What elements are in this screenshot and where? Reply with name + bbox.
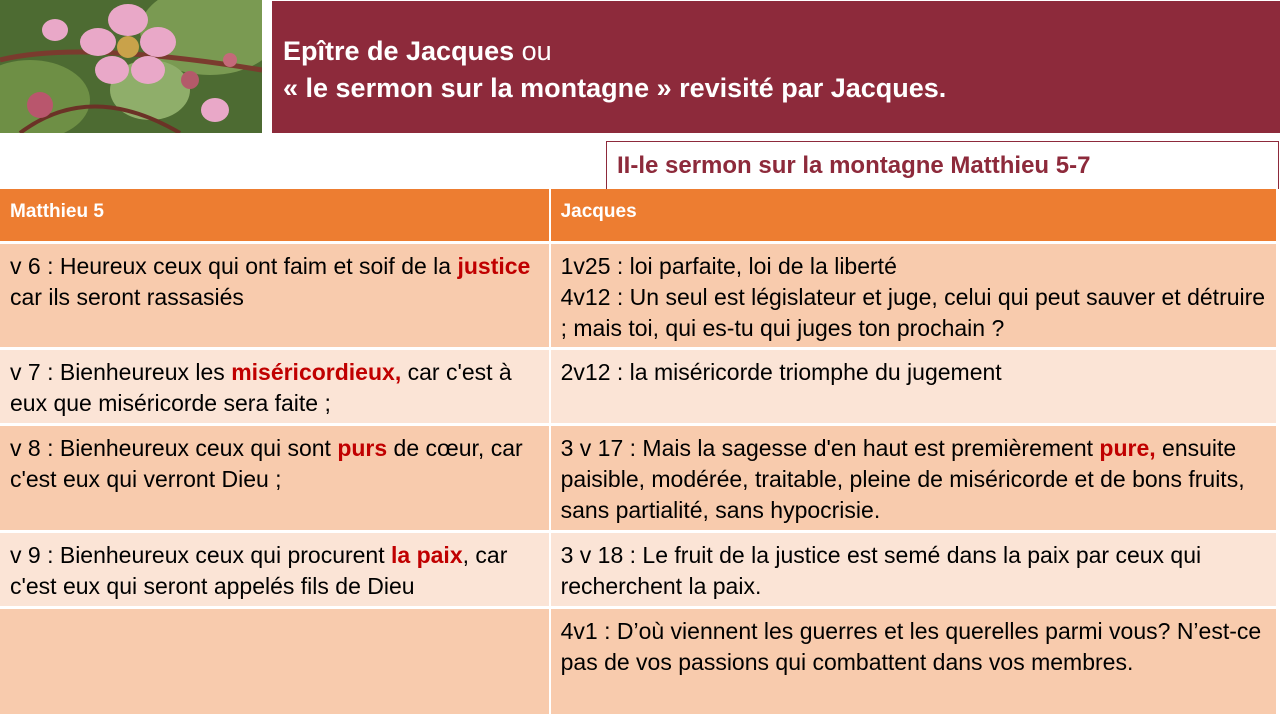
header-matthieu: Matthieu 5: [0, 189, 550, 242]
highlight-word: purs: [337, 434, 388, 461]
highlight-word: la paix: [391, 541, 463, 568]
jacques-cell: 2v12 : la miséricorde triomphe du jugement: [550, 348, 1277, 424]
table-row: [0, 531, 1277, 607]
table-header-row: [0, 189, 1277, 242]
highlight-word: miséricordieux,: [231, 358, 402, 385]
table-row: [0, 242, 1277, 348]
matthieu-cell: v 8 : Bienheureux ceux qui sont purs de cœur, car c'est eux qui verront Dieu ;: [0, 424, 550, 531]
matthieu-cell: v 6 : Heureux ceux qui ont faim et soif de la justice car ils seront rassasiés: [0, 242, 550, 348]
comparison-table: [0, 189, 1278, 717]
jacques-cell: 4v1 : D’où viennent les guerres et les querelles parmi vous? N’est-ce pas de vos passions qui combattent dans vos membres.: [550, 607, 1277, 715]
highlight-word: pure,: [1099, 434, 1156, 461]
matthieu-cell: v 9 : Bienheureux ceux qui procurent la paix, car c'est eux qui seront appelés fils de Dieu: [0, 531, 550, 607]
title-line-1: Epître de Jacques ou: [283, 36, 552, 66]
header-jacques: Jacques: [550, 189, 1277, 242]
jacques-cell: 3 v 17 : Mais la sagesse d'en haut est premièrement pure, ensuite paisible, modérée, traitable, pleine de miséricorde et de bons fruits, sans partialité, sans hypocrisie.: [550, 424, 1277, 531]
flower-photo: [0, 0, 262, 133]
table-row: [0, 424, 1277, 531]
table-row: [0, 348, 1277, 424]
jacques-cell: 3 v 18 : Le fruit de la justice est semé dans la paix par ceux qui recherchent la paix.: [550, 531, 1277, 607]
highlight-word: justice: [457, 252, 531, 279]
title-banner: [272, 1, 1280, 133]
matthieu-cell: v 7 : Bienheureux les miséricordieux, car c'est à eux que miséricorde sera faite ;: [0, 348, 550, 424]
section-subtitle: II-le sermon sur la montagne Matthieu 5-7: [606, 141, 1279, 189]
jacques-cell: 1v25 : loi parfaite, loi de la liberté 4v12 : Un seul est législateur et juge, celui qui peut sauver et détruire ; mais toi, qui es-tu qui juges ton prochain ?: [550, 242, 1277, 348]
title-line-2: « le sermon sur la montagne » revisité par Jacques.: [283, 73, 947, 103]
table-row: [0, 607, 1277, 715]
matthieu-cell-empty: [0, 607, 550, 715]
